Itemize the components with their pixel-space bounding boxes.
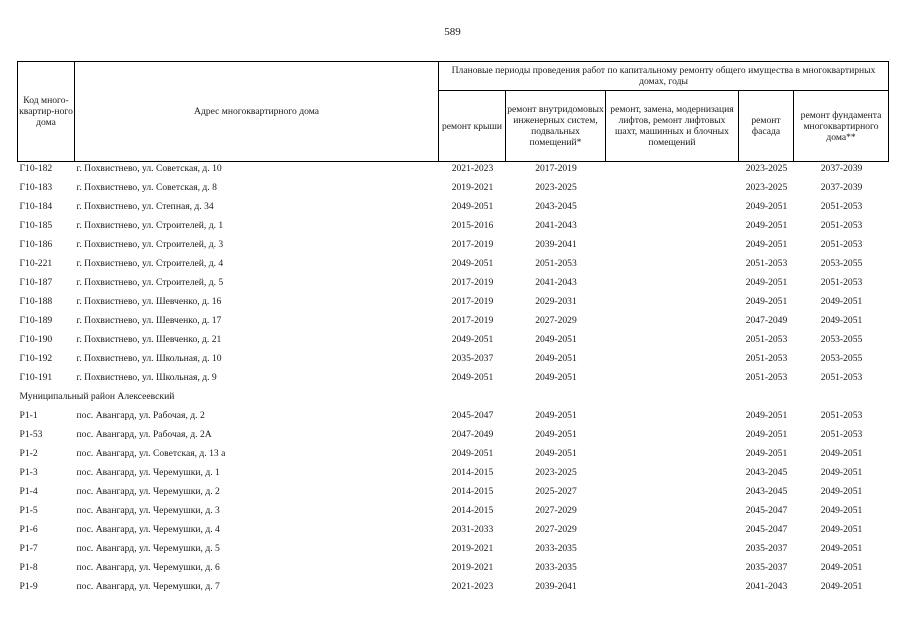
cell-address: пос. Авангард, ул. Рабочая, д. 2	[76, 410, 205, 421]
cell-lifts	[606, 333, 739, 352]
cell-foundation: 2053-2055	[820, 258, 863, 269]
table-body	[18, 162, 889, 600]
cell-roof: 2017-2019	[451, 315, 494, 326]
cell-address: г. Похвистнево, ул. Строителей, д. 4	[76, 258, 224, 269]
cell-address: г. Похвистнево, ул. Шевченко, д. 16	[76, 296, 222, 307]
cell-code: Г10-183	[19, 182, 53, 193]
cell-lifts	[606, 276, 739, 295]
cell-code: Р1-6	[19, 524, 38, 535]
cell-foundation: 2051-2053	[820, 220, 863, 231]
cell-roof: 2049-2051	[451, 448, 494, 459]
cell-code: Г10-192	[19, 353, 53, 364]
cell-lifts	[606, 295, 739, 314]
cell-foundation: 2049-2051	[820, 543, 863, 554]
cell-lifts	[606, 428, 739, 447]
header-lifts: ремонт, замена, модернизация лифтов, ремонт лифтовых шахт, машинных и блочных помещений	[606, 91, 739, 162]
cell-foundation: 2051-2053	[820, 239, 863, 250]
header-facade: ремонт фасада	[739, 91, 794, 162]
cell-foundation: 2049-2051	[820, 505, 863, 516]
cell-roof: 2035-2037	[451, 353, 494, 364]
cell-facade: 2045-2047	[745, 505, 788, 516]
cell-engineering-systems: 2049-2051	[535, 372, 577, 383]
cell-address: г. Похвистнево, ул. Строителей, д. 5	[76, 277, 224, 288]
cell-code: Г10-184	[19, 201, 53, 212]
cell-foundation: 2037-2039	[820, 182, 863, 193]
cell-roof: 2019-2021	[451, 182, 494, 193]
cell-code: Р1-7	[19, 543, 38, 554]
cell-engineering-systems: 2023-2025	[535, 182, 577, 193]
cell-foundation: 2037-2039	[794, 162, 889, 182]
header-planned-periods: Плановые периоды проведения работ по капитальному ремонту общего имущества в многоквартирных домах, годы	[439, 62, 889, 91]
cell-code: Р1-2	[19, 448, 38, 459]
cell-foundation: 2049-2051	[820, 448, 863, 459]
cell-lifts	[606, 257, 739, 276]
header-engineering-systems: ремонт внутридомовых инженерных систем, подвальных помещений*	[506, 91, 606, 162]
cell-address: пос. Авангард, ул. Черемушки, д. 7	[76, 581, 220, 592]
cell-code: Г10-188	[19, 296, 53, 307]
cell-roof: 2014-2015	[451, 505, 494, 516]
table-row	[18, 333, 889, 352]
cell-code: Г10-182	[18, 162, 75, 182]
table-row	[18, 295, 889, 314]
cell-facade: 2045-2047	[745, 524, 788, 535]
cell-facade: 2051-2053	[745, 258, 788, 269]
cell-code: Г10-189	[19, 315, 53, 326]
cell-engineering-systems: 2043-2045	[535, 201, 577, 212]
table-row	[18, 447, 889, 466]
cell-address: г. Похвистнево, ул. Степная, д. 34	[76, 201, 214, 212]
header-foundation: ремонт фундамента многоквартирного дома**	[794, 91, 889, 162]
cell-roof: 2019-2021	[451, 562, 494, 573]
cell-facade: 2051-2053	[745, 334, 788, 345]
table-row	[18, 485, 889, 504]
cell-lifts	[606, 580, 739, 599]
cell-engineering-systems: 2027-2029	[535, 315, 577, 326]
cell-facade: 2041-2043	[745, 581, 788, 592]
cell-engineering-systems: 2049-2051	[535, 353, 577, 364]
cell-code: Р1-3	[19, 467, 38, 478]
cell-engineering-systems: 2041-2043	[535, 277, 577, 288]
cell-foundation: 2049-2051	[820, 486, 863, 497]
capital-repair-schedule-table	[17, 61, 889, 599]
cell-engineering-systems: 2041-2043	[535, 220, 577, 231]
table-header	[18, 62, 889, 162]
cell-facade: 2035-2037	[745, 562, 788, 573]
cell-foundation: 2049-2051	[820, 562, 863, 573]
cell-code: Г10-186	[19, 239, 53, 250]
cell-address: г. Похвистнево, ул. Школьная, д. 9	[76, 372, 217, 383]
cell-lifts	[606, 523, 739, 542]
cell-lifts	[606, 219, 739, 238]
cell-address: г. Похвистнево, ул. Советская, д. 8	[76, 182, 217, 193]
cell-foundation: 2049-2051	[820, 467, 863, 478]
table-row	[18, 162, 889, 182]
cell-roof: 2049-2051	[451, 334, 494, 345]
cell-lifts	[606, 542, 739, 561]
cell-code: Г10-185	[19, 220, 53, 231]
cell-roof: 2049-2051	[451, 258, 494, 269]
section-title: Муниципальный район Алексеевский	[19, 391, 175, 402]
cell-code: Г10-187	[19, 277, 53, 288]
cell-facade: 2049-2051	[745, 239, 788, 250]
cell-lifts	[606, 238, 739, 257]
cell-facade: 2023-2025	[739, 162, 794, 182]
cell-roof: 2014-2015	[451, 467, 494, 478]
cell-roof: 2017-2019	[451, 296, 494, 307]
cell-roof: 2031-2033	[451, 524, 494, 535]
cell-facade: 2049-2051	[745, 277, 788, 288]
cell-facade: 2049-2051	[745, 220, 788, 231]
header-roof: ремонт крыши	[439, 91, 506, 162]
cell-roof: 2049-2051	[451, 201, 494, 212]
cell-foundation: 2051-2053	[820, 201, 863, 212]
cell-lifts	[606, 466, 739, 485]
cell-lifts	[606, 447, 739, 466]
table-row	[18, 276, 889, 295]
cell-address: пос. Авангард, ул. Черемушки, д. 2	[76, 486, 220, 497]
table-row	[18, 428, 889, 447]
table-row	[18, 219, 889, 238]
cell-code: Г10-190	[19, 334, 53, 345]
cell-lifts	[606, 352, 739, 371]
table-row	[18, 466, 889, 485]
cell-code: Р1-53	[19, 429, 43, 440]
cell-facade: 2049-2051	[745, 410, 788, 421]
table-row	[18, 352, 889, 371]
cell-foundation: 2049-2051	[820, 315, 863, 326]
cell-lifts	[606, 162, 739, 182]
cell-code: Р1-9	[19, 581, 38, 592]
cell-roof: 2017-2019	[451, 239, 494, 250]
cell-foundation: 2053-2055	[820, 334, 863, 345]
table-row	[18, 409, 889, 428]
cell-engineering-systems: 2049-2051	[535, 410, 577, 421]
cell-engineering-systems: 2051-2053	[535, 258, 577, 269]
cell-address: пос. Авангард, ул. Черемушки, д. 4	[76, 524, 220, 535]
cell-code: Р1-8	[19, 562, 38, 573]
table-row	[18, 580, 889, 599]
header-address: Адрес многоквартирного дома	[75, 62, 439, 162]
cell-roof: 2015-2016	[451, 220, 494, 231]
cell-roof: 2047-2049	[451, 429, 494, 440]
cell-address: г. Похвистнево, ул. Шевченко, д. 21	[76, 334, 222, 345]
cell-lifts	[606, 181, 739, 200]
cell-engineering-systems: 2049-2051	[535, 334, 577, 345]
cell-lifts	[606, 200, 739, 219]
cell-facade: 2035-2037	[745, 543, 788, 554]
capital-repair-table-sheet	[17, 61, 888, 599]
cell-code: Г10-191	[19, 372, 53, 383]
cell-engineering-systems: 2033-2035	[535, 543, 577, 554]
cell-engineering-systems: 2039-2041	[535, 239, 577, 250]
cell-lifts	[606, 371, 739, 390]
cell-foundation: 2049-2051	[820, 296, 863, 307]
cell-engineering-systems: 2025-2027	[535, 486, 577, 497]
cell-address: г. Похвистнево, ул. Строителей, д. 1	[76, 220, 224, 231]
cell-roof: 2049-2051	[451, 372, 494, 383]
cell-code: Г10-221	[19, 258, 53, 269]
cell-code: Р1-4	[19, 486, 38, 497]
cell-engineering-systems: 2039-2041	[535, 581, 577, 592]
cell-roof: 2014-2015	[451, 486, 494, 497]
table-row	[18, 523, 889, 542]
table-row	[18, 314, 889, 333]
cell-engineering-systems: 2049-2051	[535, 448, 577, 459]
cell-lifts	[606, 561, 739, 580]
cell-foundation: 2051-2053	[820, 429, 863, 440]
cell-engineering-systems: 2027-2029	[535, 524, 577, 535]
cell-address: пос. Авангард, ул. Черемушки, д. 3	[76, 505, 220, 516]
table-row	[18, 504, 889, 523]
cell-address: пос. Авангард, ул. Черемушки, д. 5	[76, 543, 220, 554]
cell-roof: 2019-2021	[451, 543, 494, 554]
cell-facade: 2043-2045	[745, 467, 788, 478]
cell-address: пос. Авангард, ул. Черемушки, д. 1	[76, 467, 220, 478]
table-row	[18, 542, 889, 561]
cell-facade: 2049-2051	[745, 296, 788, 307]
cell-engineering-systems: 2049-2051	[535, 429, 577, 440]
cell-facade: 2023-2025	[745, 182, 788, 193]
cell-lifts	[606, 409, 739, 428]
cell-facade: 2051-2053	[745, 372, 788, 383]
section-row	[18, 390, 889, 409]
cell-facade: 2049-2051	[745, 201, 788, 212]
table-row	[18, 238, 889, 257]
cell-engineering-systems: 2027-2029	[535, 505, 577, 516]
cell-engineering-systems: 2029-2031	[535, 296, 577, 307]
cell-engineering-systems: 2017-2019	[506, 162, 606, 182]
cell-address: пос. Авангард, ул. Черемушки, д. 6	[76, 562, 220, 573]
cell-roof: 2021-2023	[451, 581, 494, 592]
cell-roof: 2045-2047	[451, 410, 494, 421]
cell-foundation: 2049-2051	[820, 581, 863, 592]
cell-roof: 2017-2019	[451, 277, 494, 288]
cell-facade: 2043-2045	[745, 486, 788, 497]
cell-address: г. Похвистнево, ул. Школьная, д. 10	[76, 353, 222, 364]
cell-code: Р1-5	[19, 505, 38, 516]
cell-foundation: 2049-2051	[820, 524, 863, 535]
cell-facade: 2047-2049	[745, 315, 788, 326]
cell-facade: 2049-2051	[745, 429, 788, 440]
cell-roof: 2021-2023	[439, 162, 506, 182]
cell-address: г. Похвистнево, ул. Советская, д. 10	[75, 162, 439, 182]
cell-foundation: 2051-2053	[820, 410, 863, 421]
cell-engineering-systems: 2023-2025	[535, 467, 577, 478]
table-row	[18, 561, 889, 580]
cell-foundation: 2051-2053	[820, 277, 863, 288]
cell-lifts	[606, 504, 739, 523]
cell-facade: 2051-2053	[745, 353, 788, 364]
table-row	[18, 181, 889, 200]
table-row	[18, 257, 889, 276]
cell-foundation: 2053-2055	[820, 353, 863, 364]
table-row	[18, 200, 889, 219]
cell-code: Р1-1	[19, 410, 38, 421]
cell-engineering-systems: 2033-2035	[535, 562, 577, 573]
page-number: 589	[444, 26, 461, 38]
cell-address: г. Похвистнево, ул. Шевченко, д. 17	[76, 315, 222, 326]
cell-lifts	[606, 314, 739, 333]
cell-facade: 2049-2051	[745, 448, 788, 459]
cell-address: пос. Авангард, ул. Рабочая, д. 2А	[76, 429, 212, 440]
cell-lifts	[606, 485, 739, 504]
cell-foundation: 2051-2053	[820, 372, 863, 383]
table-row	[18, 371, 889, 390]
cell-address: пос. Авангард, ул. Советская, д. 13 а	[76, 448, 226, 459]
cell-address: г. Похвистнево, ул. Строителей, д. 3	[76, 239, 224, 250]
header-code: Код много-квартир-ного дома	[18, 62, 75, 162]
